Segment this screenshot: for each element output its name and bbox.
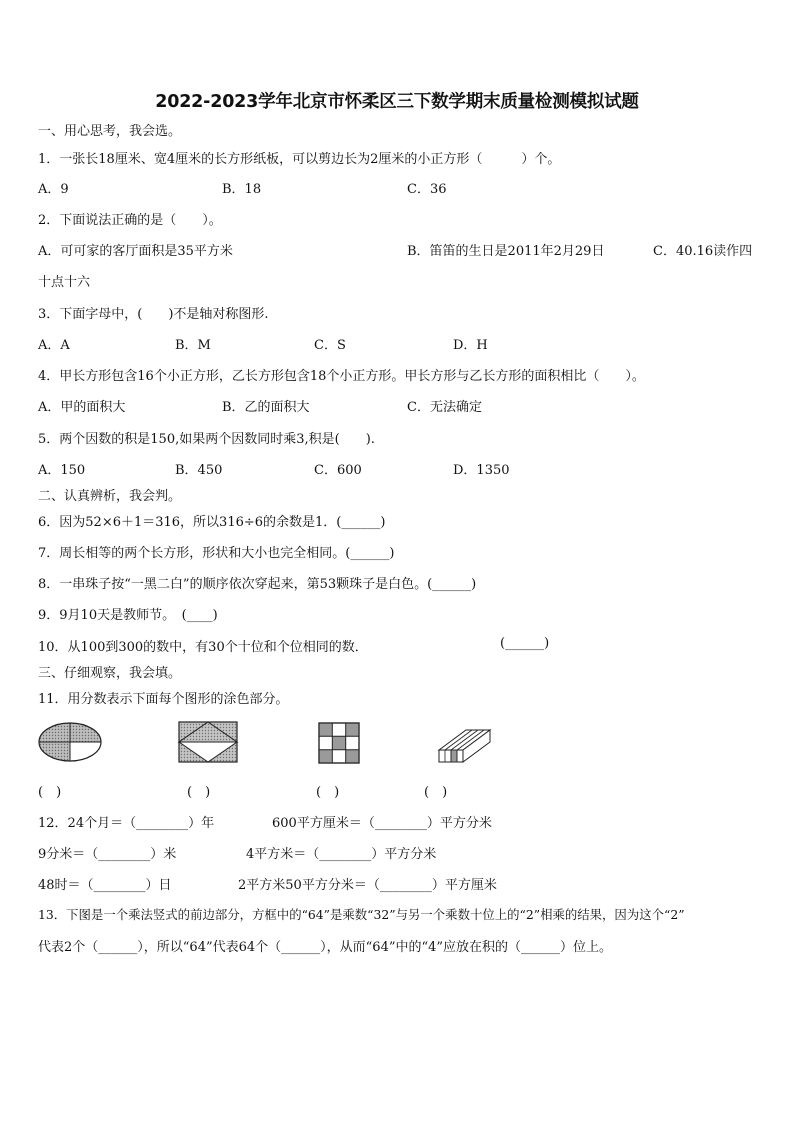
- q11-stem: 11．用分数表示下面每个图形的涂色部分。: [38, 692, 289, 707]
- q4-stem: 4．甲长方形包含16个小正方形，乙长方形包含18个小正方形。甲长方形与乙长方形的面积相比（ ）。: [38, 369, 645, 384]
- q9-statement: 9．9月10天是教师节。 (____): [38, 608, 218, 623]
- section-heading-2: 二、认真辨析，我会判。: [38, 489, 182, 504]
- page-title: 2022-2023学年北京市怀柔区三下数学期末质量检测模拟试题: [155, 92, 639, 112]
- q13-line-1: 13．下图是一个乘法竖式的前边部分，方框中的“64”是乘数“32”与另一个乘数十位上的“2”相乘的结果，因为这个“2”: [38, 907, 685, 922]
- block-figure: [436, 722, 492, 766]
- q1-stem: 1．一张长18厘米、宽4厘米的长方形纸板，可以剪边长为2厘米的小正方形（ ）个。: [38, 152, 561, 167]
- q2-option-a[interactable]: A．可可家的客厅面积是35平方米: [38, 244, 233, 259]
- q5-stem: 5．两个因数的积是150,如果两个因数同时乘3,积是( ).: [38, 432, 375, 447]
- section-heading-1: 一、用心思考，我会选。: [38, 124, 182, 139]
- q11-answer-2[interactable]: ( ): [187, 785, 211, 800]
- q12-item-6[interactable]: 2平方米50平方分米＝（________）平方厘米: [238, 878, 497, 893]
- q3-option-c[interactable]: C．S: [314, 338, 346, 353]
- q11-answer-1[interactable]: ( ): [38, 785, 62, 800]
- q3-stem: 3．下面字母中，( )不是轴对称图形.: [38, 307, 269, 322]
- q1-option-a[interactable]: A．9: [38, 182, 69, 197]
- q1-option-c[interactable]: C．36: [407, 182, 447, 197]
- q13-line-2: 代表2个（______），所以“64”代表64个（______），从而“64”中的“4”应放在积的（______）位上。: [38, 940, 613, 955]
- q2-option-b[interactable]: B．笛笛的生日是2011年2月29日: [407, 244, 605, 259]
- q2-option-c[interactable]: C．40.16读作四: [653, 244, 753, 259]
- q12-item-4[interactable]: 4平方米＝（________）平方分米: [246, 847, 437, 862]
- q4-option-a[interactable]: A．甲的面积大: [38, 400, 126, 415]
- q10-statement: 10．从100到300的数中，有30个十位和个位相同的数．: [38, 640, 368, 655]
- q4-option-c[interactable]: C．无法确定: [407, 400, 482, 415]
- q3-option-d[interactable]: D．H: [453, 338, 488, 353]
- q5-option-a[interactable]: A．150: [38, 463, 86, 478]
- q2-option-c-continued: 十点十六: [38, 275, 91, 290]
- q6-statement: 6．因为52×6＋1＝316，所以316÷6的余数是1．(______): [38, 515, 386, 530]
- q3-option-a[interactable]: A．A: [38, 338, 70, 353]
- q2-stem: 2．下面说法正确的是（ ）。: [38, 213, 222, 228]
- q12-item-1[interactable]: 12．24个月＝（________）年: [38, 816, 215, 831]
- grid-figure: [317, 721, 361, 765]
- q11-answer-3[interactable]: ( ): [316, 785, 340, 800]
- q5-option-c[interactable]: C．600: [314, 463, 362, 478]
- section-heading-3: 三、仔细观察，我会填。: [38, 666, 182, 681]
- q12-item-2[interactable]: 600平方厘米＝（________）平方分米: [272, 816, 492, 831]
- q10-answer-blank[interactable]: (______): [500, 636, 550, 651]
- q12-item-5[interactable]: 48时＝（________）日: [38, 878, 172, 893]
- q11-answer-4[interactable]: ( ): [424, 785, 448, 800]
- q12-item-3[interactable]: 9分米＝（________）米: [38, 847, 177, 862]
- q1-option-b[interactable]: B．18: [222, 182, 262, 197]
- rectangle-diamond-figure: [177, 720, 239, 764]
- ellipse-figure: [36, 719, 104, 765]
- q5-option-b[interactable]: B．450: [175, 463, 223, 478]
- q5-option-d[interactable]: D．1350: [453, 463, 510, 478]
- q4-option-b[interactable]: B．乙的面积大: [222, 400, 310, 415]
- q8-statement: 8．一串珠子按“一黑二白”的顺序依次穿起来，第53颗珠子是白色。(______): [38, 577, 477, 592]
- q3-option-b[interactable]: B．M: [175, 338, 211, 353]
- q7-statement: 7．周长相等的两个长方形，形状和大小也完全相同。(______): [38, 546, 395, 561]
